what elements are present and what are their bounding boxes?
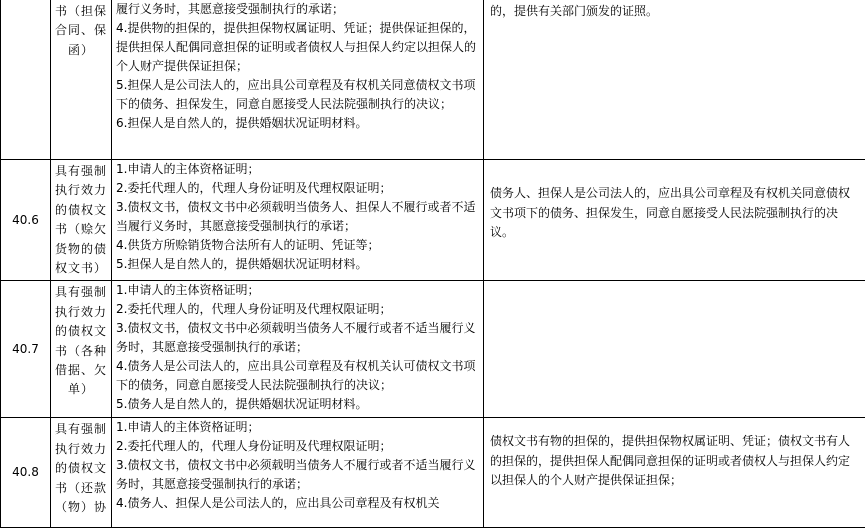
requirement-item: 4.提供物的担保的，提供担保物权属证明、凭证；提供保证担保的，提供担保人配偶同意担保的证明或者债权人与担保人约定以担保人的个人财产提供保证担保； bbox=[116, 19, 479, 76]
requirement-item: 4.债务人、担保人是公司法人的，应出具公司章程及有权机关 bbox=[116, 494, 479, 513]
requirement-item: 3.债权文书，债权文书中必须载明当债务人不履行或者不适当履行义务时，其愿意接受强制执行的承诺； bbox=[116, 456, 479, 494]
category-cell: 具有强制执行效力的债权文书（赊欠货物的债权文书） bbox=[51, 160, 112, 281]
requirements-cell bbox=[112, 160, 484, 281]
row-number: 40.8 bbox=[1, 418, 51, 528]
requirement-item: 2.委托代理人的，代理人身份证明及代理权限证明； bbox=[116, 179, 479, 198]
requirement-item: 履行义务时，其愿意接受强制执行的承诺； bbox=[116, 0, 479, 19]
category-cell: 书（担保合同、保函） bbox=[51, 0, 112, 160]
requirement-item: 6.担保人是自然人的，提供婚姻状况证明材料。 bbox=[116, 114, 479, 133]
requirement-item: 5.担保人是自然人的，提供婚姻状况证明材料。 bbox=[116, 255, 479, 274]
requirement-item: 3.债权文书，债权文书中必须载明当债务人不履行或者不适当履行义务时，其愿意接受强制执行的承诺； bbox=[116, 319, 479, 357]
table-row bbox=[1, 418, 865, 528]
requirements-cell bbox=[112, 281, 484, 418]
category-cell: 具有强制执行效力的债权文书（各种借据、欠单） bbox=[51, 281, 112, 418]
requirement-item: 2.委托代理人的，代理人身份证明及代理权限证明； bbox=[116, 437, 479, 456]
requirements-cell bbox=[112, 418, 484, 528]
requirement-item: 4.债务人是公司法人的，应出具公司章程及有权机关认可债权文书项下的债务，同意自愿接受人民法院强制执行的决议； bbox=[116, 357, 479, 395]
note-cell: 债权文书有物的担保的，提供担保物权属证明、凭证；债权文书有人的担保的，提供担保人配偶同意担保的证明或者债权人与担保人约定以担保人的个人财产提供保证担保； bbox=[484, 418, 865, 528]
row-number bbox=[1, 0, 51, 160]
table-row bbox=[1, 281, 865, 418]
category-cell: 具有强制执行效力的债权文书（还款（物）协 bbox=[51, 418, 112, 528]
note-cell: 债务人、担保人是公司法人的，应出具公司章程及有权机关同意债权文书项下的债务、担保发生，同意自愿接受人民法院强制执行的决议。 bbox=[484, 160, 865, 281]
requirement-item: 3.债权文书，债权文书中必须载明当债务人、担保人不履行或者不适当履行义务时，其愿意接受强制执行的承诺； bbox=[116, 198, 479, 236]
requirements-cell bbox=[112, 0, 484, 160]
note-cell bbox=[484, 281, 865, 418]
requirement-item: 1.申请人的主体资格证明； bbox=[116, 281, 479, 300]
requirement-item: 5.担保人是公司法人的，应出具公司章程及有权机关同意债权文书项下的债务、担保发生，同意自愿接受人民法院强制执行的决议； bbox=[116, 76, 479, 114]
row-number: 40.7 bbox=[1, 281, 51, 418]
requirement-item: 2.委托代理人的，代理人身份证明及代理权限证明； bbox=[116, 300, 479, 319]
requirement-item: 1.申请人的主体资格证明； bbox=[116, 160, 479, 179]
note-cell: 的，提供有关部门颁发的证照。 bbox=[484, 0, 865, 160]
table-row bbox=[1, 0, 865, 160]
requirement-item: 4.供货方所赊销货物合法所有人的证明、凭证等； bbox=[116, 236, 479, 255]
table-row bbox=[1, 160, 865, 281]
requirement-item: 1.申请人的主体资格证明； bbox=[116, 418, 479, 437]
row-number: 40.6 bbox=[1, 160, 51, 281]
requirement-item: 5.债务人是自然人的，提供婚姻状况证明材料。 bbox=[116, 395, 479, 414]
